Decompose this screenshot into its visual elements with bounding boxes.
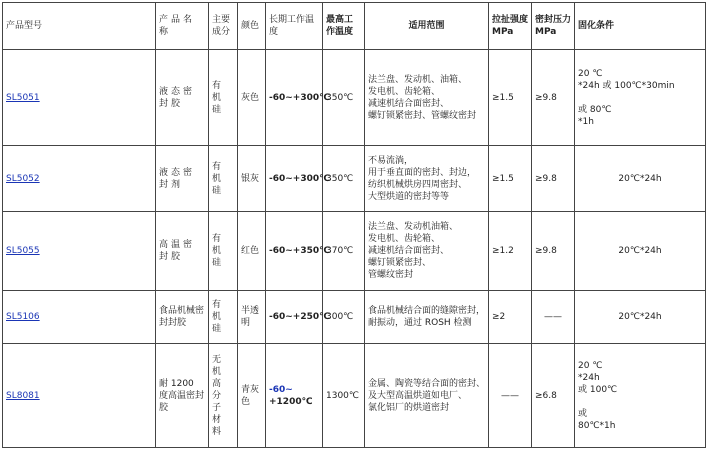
header-scope: 适用范围 (365, 3, 489, 50)
long-term-temp: -60~+250℃ (266, 291, 323, 344)
main-component: 有机硅 (209, 146, 238, 212)
color-value: 银灰 (238, 146, 266, 212)
table-row (3, 146, 706, 212)
table-row (3, 212, 706, 291)
long-term-temp: -60~+300℃ (266, 146, 323, 212)
cure-condition: 20 ℃ *24h 或 100℃*30min 或 80℃ *1h (575, 50, 706, 146)
tensile-strength: —— (489, 344, 532, 448)
application-scope: 不易流淌， 用于垂直面的密封、封边， 纺织机械烘房四周密封、 大型烘道的密封等等 (365, 146, 489, 212)
application-scope: 法兰盘、发动机、油箱、 发电机、齿轮箱、 减速机结合面密封、 螺钉锁紧密封、管螺纹密封 (365, 50, 489, 146)
tensile-strength: ≥2 (489, 291, 532, 344)
application-scope: 食品机械结合面的缝隙密封， 耐振动，通过 ROSH 检测 (365, 291, 489, 344)
main-component: 无机高分子材料 (209, 344, 238, 448)
model-link-sl5106[interactable]: SL5106 (3, 291, 156, 344)
cure-condition: 20℃*24h (575, 146, 706, 212)
tensile-strength: ≥1.5 (489, 50, 532, 146)
product-name: 液态密封剂 (156, 146, 209, 212)
long-term-temp-high: +1200℃ (269, 396, 313, 407)
header-tensile: 拉扯强度MPa (489, 3, 532, 50)
color-value: 青灰色 (238, 344, 266, 448)
max-temp: 1300℃ (323, 344, 365, 448)
table-row (3, 291, 706, 344)
header-max-temp: 最高工作温度 (323, 3, 365, 50)
seal-pressure: —— (532, 291, 575, 344)
header-color: 颜色 (238, 3, 266, 50)
seal-pressure: ≥9.8 (532, 146, 575, 212)
cure-condition: 20 ℃ *24h 或 100℃ 或 80℃*1h (575, 344, 706, 448)
seal-pressure: ≥6.8 (532, 344, 575, 448)
max-temp: 300℃ (323, 291, 365, 344)
header-row (3, 3, 706, 50)
long-term-temp: -60~+350℃ (266, 212, 323, 291)
tensile-strength: ≥1.2 (489, 212, 532, 291)
max-temp: 350℃ (323, 50, 365, 146)
table-row (3, 344, 706, 448)
long-term-temp: -60~+300℃ (266, 50, 323, 146)
seal-pressure: ≥9.8 (532, 212, 575, 291)
main-component: 有机硅 (209, 291, 238, 344)
header-cure: 固化条件 (575, 3, 706, 50)
product-name: 高温密封胶 (156, 212, 209, 291)
long-term-temp (266, 344, 323, 448)
header-name: 产品名称 (156, 3, 209, 50)
product-name: 食品机械密封封胶 (156, 291, 209, 344)
color-value: 灰色 (238, 50, 266, 146)
product-name: 液态密封胶 (156, 50, 209, 146)
product-spec-table (2, 2, 706, 448)
main-component: 有机硅 (209, 50, 238, 146)
color-value: 半透明 (238, 291, 266, 344)
max-temp: 350℃ (323, 146, 365, 212)
color-value: 红色 (238, 212, 266, 291)
header-component: 主要成分 (209, 3, 238, 50)
seal-pressure: ≥9.8 (532, 50, 575, 146)
cure-condition: 20℃*24h (575, 212, 706, 291)
main-component: 有机硅 (209, 212, 238, 291)
header-seal-pressure: 密封压力MPa (532, 3, 575, 50)
application-scope: 金属、陶瓷等结合面的密封、 及大型高温烘道如电厂、 氯化铝厂的烘道密封 (365, 344, 489, 448)
cure-condition: 20℃*24h (575, 291, 706, 344)
application-scope: 法兰盘、发动机油箱、 发电机、齿轮箱、 减速机结合面密封、 螺钉锁紧密封、 管螺纹密封 (365, 212, 489, 291)
model-link-sl5051[interactable]: SL5051 (3, 50, 156, 146)
max-temp: 370℃ (323, 212, 365, 291)
model-link-sl5052[interactable]: SL5052 (3, 146, 156, 212)
tensile-strength: ≥1.5 (489, 146, 532, 212)
table-row (3, 50, 706, 146)
long-term-temp-low: -60~ (269, 384, 293, 395)
product-name: 耐 1200 度高温密封胶 (156, 344, 209, 448)
header-long-temp: 长期工作温度 (266, 3, 323, 50)
header-model: 产品型号 (3, 3, 156, 50)
model-link-sl5055[interactable]: SL5055 (3, 212, 156, 291)
model-link-sl8081[interactable]: SL8081 (3, 344, 156, 448)
